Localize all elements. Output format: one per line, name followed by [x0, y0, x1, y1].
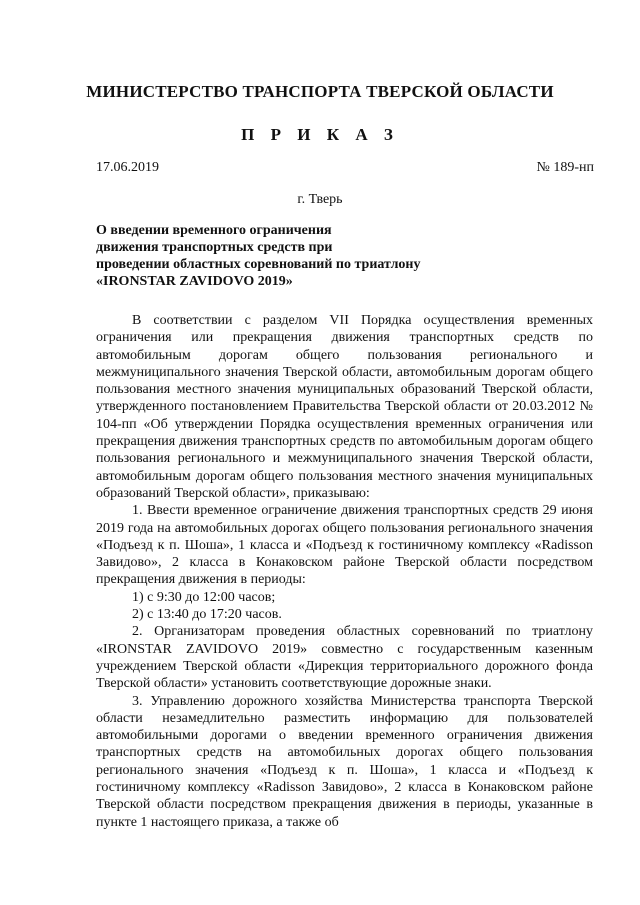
- period-1: 1) с 9:30 до 12:00 часов;: [132, 589, 276, 605]
- period-2: 2) с 13:40 до 17:20 часов.: [132, 607, 282, 623]
- order-subject: [96, 222, 516, 290]
- order-body: [96, 312, 593, 831]
- ministry-title: МИНИСТЕРСТВО ТРАНСПОРТА ТВЕРСКОЙ ОБЛАСТИ: [86, 82, 554, 101]
- intro-paragraph: В соответствии с разделом VII Порядка осуществления временных ограничения или прекращения движения транспортных средств по автомобильным дорогам общего пользования регионального и межмуниципального значения Тверской области, автомобильным дорогам общего пользования местного значения муниципальных образований Тверской области, утвержденного постановлением Правительства Тверской области от 20.03.2012 № 104-пп «Об утверждении Порядка осуществления временных ограничения или прекращения движения транспортных средств по автомобильным дорогам общего пользования регионального и межмуниципального значения Тверской области, автомобильным дорогам общего пользования местного значения муниципальных образований Тверской области», приказываю:: [96, 313, 593, 501]
- item-1-paragraph: 1. Ввести временное ограничение движения транспортных средств 29 июня 2019 года на автомобильных дорогах общего пользования регионального значения «Подъезд к п. Шоша», 1 класса и «Подъезд к гостиничному комплексу «Radisson Завидово», 2 класса в Конаковском районе Тверской области посредством прекращения движения в периоды:: [96, 503, 593, 588]
- subject-line: движения транспортных средств при: [96, 240, 333, 255]
- subject-line: О введении временного ограничения: [96, 223, 332, 238]
- subject-line: проведении областных соревнований по триатлону: [96, 257, 421, 272]
- order-date: 17.06.2019: [96, 160, 159, 175]
- item-2-paragraph: 2. Организаторам проведения областных соревнований по триатлону «IRONSTAR ZAVIDOVO 2019» совместно с государственным казенным учреждением Тверской области «Дирекция территориального дорожного фонда Тверской области» установить соответствующие дорожные знаки.: [96, 624, 593, 692]
- order-title: П Р И К А З: [241, 125, 399, 144]
- item-3-paragraph: 3. Управлению дорожного хозяйства Министерства транспорта Тверской области незамедлительно разместить информацию для пользователей автомобильными дорогами о введении временного ограничения движения транспортных средств на автомобильных дорогах общего пользования регионального значения «Подъезд к п. Шоша», 1 класса и «Подъезд к гостиничному комплексу «Radisson Завидово», 2 класса в Конаковском районе Тверской области посредством прекращения движения в периоды, указанные в пункте 1 настоящего приказа, а также об: [96, 693, 593, 830]
- order-city: г. Тверь: [297, 192, 343, 207]
- order-number: № 189-нп: [536, 160, 594, 175]
- subject-line: «IRONSTAR ZAVIDOVO 2019»: [96, 274, 293, 289]
